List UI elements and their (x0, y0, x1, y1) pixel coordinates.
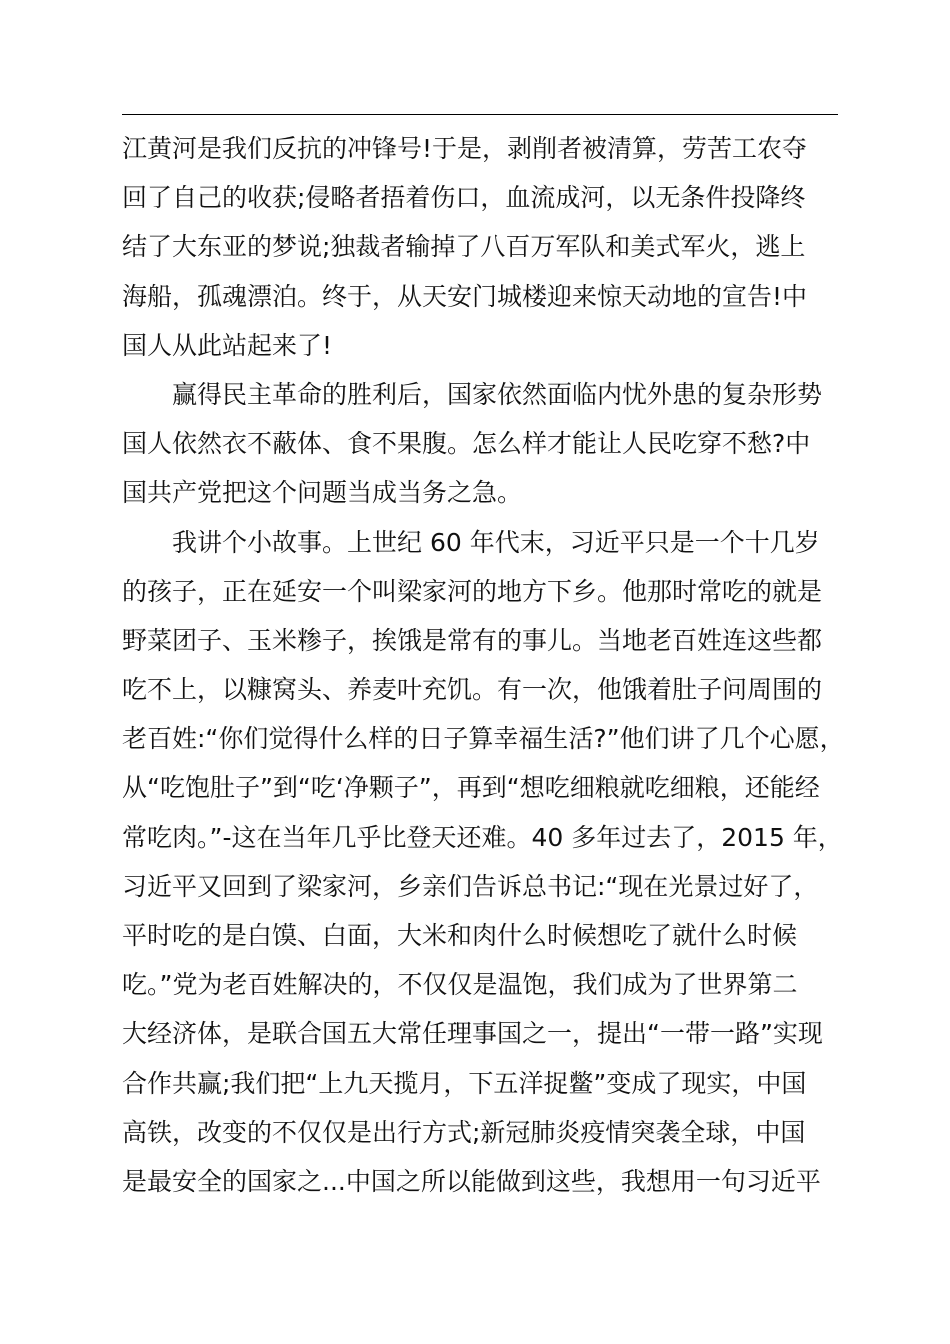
text-line: 国共产党把这个问题当成当务之急。 (122, 478, 523, 508)
text-line: 结了大东亚的梦说;独裁者输掉了八百万军队和美式军火，逃上 (122, 232, 806, 262)
text-line: 回了自己的收获;侵略者捂着伤口，血流成河，以无条件投降终 (122, 183, 806, 213)
text-line: 吃不上，以糠窝头、养麦叶充饥。有一次，他饿着肚子问周围的 (122, 675, 823, 705)
text-line: 海船，孤魂漂泊。终于，从天安门城楼迎来惊天动地的宣告!中 (122, 281, 808, 311)
text-line: 从“吃饱肚子”到“吃‘净颗子”，再到“想吃细粮就吃细粮，还能经 (122, 773, 820, 803)
text-line: 大经济体，是联合国五大常任理事国之一，提出“一带一路”实现 (122, 1019, 823, 1049)
text-line: 平时吃的是白馍、白面，大米和肉什么时候想吃了就什么时候 (122, 921, 798, 950)
text-line: 常吃肉。”-这在当年几乎比登天还难。40 多年过去了，2015 年， (122, 822, 843, 852)
paragraph-first-line: 我讲个小故事。上世纪 60 年代末，习近平只是一个十几岁 (172, 527, 820, 557)
text-line: 是最安全的国家之...中国之所以能做到这些，我想用一句习近平 (122, 1166, 821, 1196)
text-line: 合作共赢;我们把“上九天揽月，下五洋捉鳖”变成了现实，中国 (122, 1068, 807, 1098)
text-line: 国人从此站起来了! (122, 330, 333, 360)
text-line: 国人依然衣不蔽体、食不果腹。怎么样才能让人民吃穿不愁?中 (122, 429, 811, 459)
text-line: 老百姓:“你们觉得什么样的日子算幸福生活?”他们讲了几个心愿， (122, 724, 845, 754)
text-line: 野菜团子、玉米糁子，挨饿是常有的事儿。当地老百姓连这些都 (122, 625, 823, 655)
text-line: 习近平又回到了梁家河，乡亲们告诉总书记:“现在光景过好了， (122, 871, 819, 901)
text-line: 的孩子，正在延安一个叫梁家河的地方下乡。他那时常吃的就是 (122, 576, 823, 606)
text-line: 吃。”党为老百姓解决的，不仅仅是温饱，我们成为了世界第二 (122, 970, 798, 1000)
header-rule (122, 114, 838, 115)
text-line: 江黄河是我们反抗的冲锋号!于是，剥削者被清算，劳苦工农夺 (122, 134, 808, 163)
paragraph-first-line: 赢得民主革命的胜利后，国家依然面临内忧外患的复杂形势 (172, 379, 823, 409)
text-line: 高铁，改变的不仅仅是出行方式;新冠肺炎疫情突袭全球，中国 (122, 1117, 806, 1147)
body-text (122, 124, 852, 1206)
